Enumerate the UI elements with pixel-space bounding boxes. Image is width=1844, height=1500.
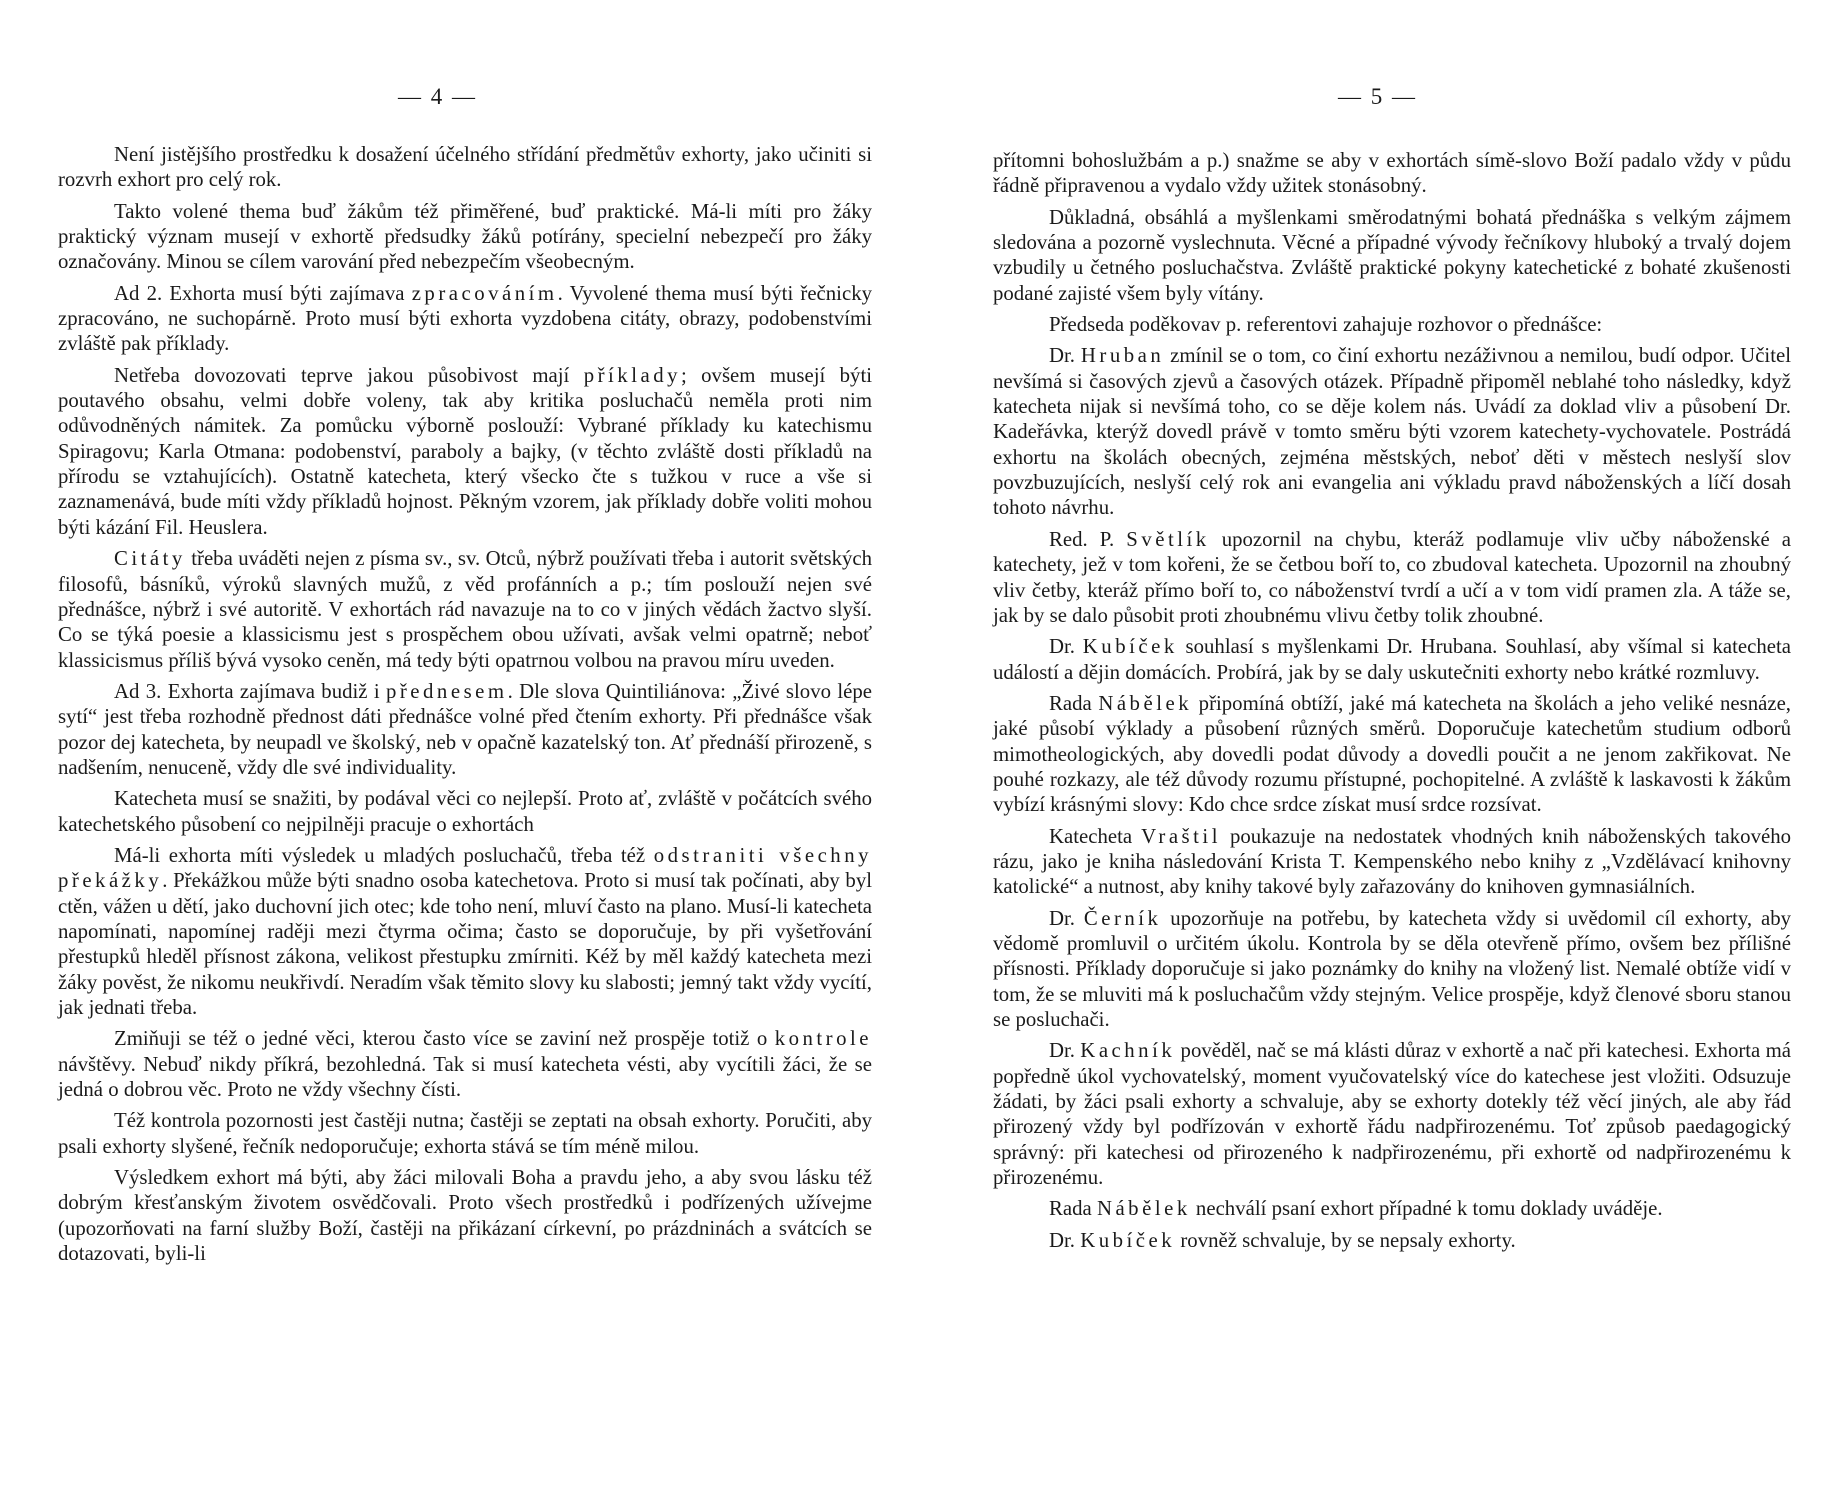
- text-run: Důkladná, obsáhlá a myšlenkami směrodatnými bohatá přednáška s velkým zájmem sledována a pozorně vyslechnuta. Věcné a případné vývody řečníkovy hluboký a trvalý dojem vzbudily u četného posluchačstva. Zvláště praktické pokyny katechetické z bohaté zkušenosti podané zajisté všem byly vítány.: [993, 205, 1791, 305]
- paragraph: [993, 205, 1791, 306]
- text-run: Též kontrola pozornosti jest častěji nutna; častěji se zeptati na obsah exhorty. Poručiti, aby psali exhorty slyšené, řečník nedoporučuje; exhorta stává se tím méně milou.: [58, 1109, 872, 1158]
- page-number: — 4 —: [398, 84, 477, 109]
- page-text: [58, 142, 872, 1272]
- text-run: Dr.: [1049, 1228, 1081, 1252]
- text-run: nechválí psaní exhort případné k tomu doklady uváděje.: [1190, 1197, 1663, 1221]
- paragraph: [993, 312, 1791, 337]
- paragraph: [58, 679, 872, 780]
- text-run: Takto volené thema buď žákům též přiměřené, buď praktické. Má-li míti pro žáky praktický význam musejí v exhortě předsudky žáků potírány, specielní nebezpečí pro žáky označovány. Minou se cílem varování před nebezpečím všeobecným.: [58, 199, 872, 274]
- text-run: Dr.: [1049, 344, 1081, 368]
- text-run: připomíná obtíží, jaké má katecheta na školách a jeho veliké nesnáze, jaké působí výklady a působení různých směrů. Doporučuje katechetům studium odborů mimotheologických, aby dovedli podat důvody a dovedli poučit a ne jenom zakřikovat. Ne pouhé rozkazy, ale též důvody rozumu přístupné, pochopitelné. A zvláště k laskavosti k žákům vybízí krásnými slovy: Kdo chce srdce získat musí srdce rozsívat.: [993, 691, 1791, 817]
- paragraph: [58, 281, 872, 357]
- text-run: Dr.: [1049, 1039, 1081, 1063]
- left-page: [58, 0, 872, 1500]
- paragraph: [993, 1038, 1791, 1190]
- paragraph: [993, 1228, 1791, 1253]
- text-run: upozornil na chybu, kteráž podlamuje vliv učby náboženské a katechety, jež v tom kořeni, že se četbou boří to, co zbudoval katecheta. Upozornil na zhoubný vliv četby, kteráž přímo boří to, co náboženství tvrdí a učí a v tom vidí pramen zla. A táže se, jak by se dalo působit proti zhoubnému vlivu četby tolik zhoubné.: [993, 527, 1792, 627]
- spaced-emphasis: Hruban: [1080, 344, 1165, 368]
- paragraph: [993, 634, 1791, 685]
- text-run: Není jistějšího prostředku k dosažení účelného střídání předmětův exhorty, jako učiniti si rozvrh exhort pro celý rok.: [58, 143, 872, 192]
- paragraph: [58, 786, 872, 837]
- text-run: Katecheta: [1049, 824, 1142, 848]
- text-run: upozorňuje na potřebu, by katecheta vždy si uvědomil cíl exhorty, aby vědomě promluvil o určitém úkolu. Kontrola by se děla otevřeně přímo, ovšem bez přílišné přísnosti. Příklady doporučuje si jako poznámky do knihy na vložený list. Nemalé obtíže vidí v tom, že se mluviti má k posluchačům vždy stejným. Velice prospěje, když členové sboru stanou se posluchači.: [993, 906, 1791, 1031]
- text-run: Netřeba dovozovati teprve jakou působivost mají: [114, 363, 584, 387]
- spaced-emphasis: Nábělek: [1096, 1197, 1191, 1221]
- text-run: Výsledkem exhort má býti, aby žáci milovali Boha a pravdu jeho, a aby svou lásku též dobrým křesťanským životem osvědčovali. Proto všech prostředků i podřízených užívejme (upozorňovati na farní služby Boží, častěji na přikázaní církevní, po prázdninách a svátcích se dotazovati, byli-li: [58, 1166, 872, 1266]
- spaced-emphasis: Nábělek: [1098, 691, 1193, 715]
- text-run: . Dle slova Quintiliánova: „Živé slovo lépe sytí“ jest třeba rozhodně přednost dáti přednášce volné před čtením exhorty. Při přednášce však pozor dej katecheta, by neupadl ve školský, neb v opačně kazatelský ton. Ať přednáší přirozeně, s nadšením, nenuceně, vždy dle své individuality.: [58, 679, 872, 779]
- spaced-emphasis: Citáty: [114, 547, 186, 571]
- paragraph: [58, 843, 872, 1020]
- text-run: Katecheta musí se snažiti, by podával věci co nejlepší. Proto ať, zvláště v počátcích svého katechetského působení co nejpilněji pracuje o exhortách: [58, 787, 872, 836]
- page-text: [993, 148, 1791, 1259]
- paragraph: [993, 343, 1791, 520]
- spaced-emphasis: Kubíček: [1082, 635, 1178, 659]
- paragraph: [993, 1196, 1791, 1221]
- spaced-emphasis: přednesem: [385, 679, 508, 703]
- text-run: . Vyvolené thema musí býti řečnicky zpracováno, ne suchopárně. Proto musí býti exhorta vyzdobena citáty, obrazy, podobenstvími zvláště pak příklady.: [58, 281, 872, 356]
- text-run: Dr.: [1049, 906, 1084, 930]
- paragraph: [58, 363, 872, 540]
- spaced-emphasis: zpracováním: [411, 281, 558, 305]
- text-run: návštěvy. Nebuď nikdy příkrá, bezohledná. Tak si musí katecheta vésti, aby vycítili žáci, že se jedná o dobrou věc. Proto ne vždy všechny čísti.: [58, 1052, 872, 1102]
- spaced-emphasis: Kubíček: [1080, 1228, 1176, 1252]
- text-run: souhlasí s myšlenkami Dr. Hrubana. Souhlasí, aby všímal si katecheta událostí a dějin domácích. Probírá, jak by se daly uskutečniti exhorty nebo krátké rozmluvy.: [993, 635, 1791, 684]
- paragraph: [993, 148, 1791, 199]
- spaced-emphasis: Kachník: [1080, 1039, 1176, 1063]
- text-run: Ad 2. Exhorta musí býti zajímava: [114, 281, 412, 305]
- text-run: ; ovšem musejí býti poutavého obsahu, velmi dobře voleny, tak aby kritika posluchačů neměla proti nim odůvodněných námitek. Za pomůcku výborně poslouží: Vybrané příklady ku katechismu Spiragovu; Karla Otmana: podobenství, paraboly a bajky, (v těchto zvláště dosti příkladů na přírodu se vztahujících). Ostatně katecheta, který všecko čte s tužkou v ruce a vše si zaznamenává, bude míti vždy příkladů hojnost. Pěkným vzorem, jak příklady dobře voliti mohou býti kázání Fil. Heuslera.: [58, 363, 873, 539]
- paragraph: [993, 691, 1791, 818]
- text-run: Rada: [1049, 1197, 1097, 1221]
- paragraph: [58, 1165, 872, 1266]
- text-run: Dr.: [1049, 635, 1083, 659]
- spaced-emphasis: Černík: [1083, 906, 1162, 930]
- spaced-emphasis: odstraniti všechny překážky: [58, 843, 872, 893]
- text-run: zmínil se o tom, co činí exhortu nezáživnou a nemilou, budí odpor. Učitel nevšímá si časových zjevů a časových otázek. Případně připoměl neblahé toho následky, když katecheta nijak si nevšímá toho, co se děje kolem nás. Uvádí za doklad vliv a působení Dr. Kadeřávka, kterýž dovedl právě v tomto směru býti vzorem katechety-vychovatele. Postrádá exhortu na školách obecných, zejména městských, neboť děti v městech neslyší slov povzbuzujících, neslyší celý rok ani evangelia ani výkladu pravd náboženských a líčí dosah tohoto návrhu.: [993, 344, 1791, 520]
- paragraph: [993, 527, 1791, 628]
- right-page: [993, 0, 1791, 1500]
- paragraph: [58, 142, 872, 193]
- paragraph: [58, 199, 872, 275]
- paragraph: [58, 546, 872, 673]
- text-run: Ad 3. Exhorta zajímava budiž i: [114, 679, 386, 703]
- paragraph: [58, 1026, 872, 1102]
- text-run: Rada: [1049, 691, 1099, 715]
- text-run: přítomni bohoslužbám a p.) snažme se aby v exhortách símě-slovo Boží padalo vždy v půdu řádně připravenou a vydalo vždy užitek stonásobný.: [993, 149, 1791, 198]
- page-number: — 5 —: [1338, 84, 1417, 109]
- text-run: Má-li exhorta míti výsledek u mladých posluchačů, třeba též: [114, 843, 654, 867]
- text-run: pověděl, nač se má klásti důraz v exhortě a nač při katechesi. Exhorta má popředně úkol vychovatelský, moment vyučovatelský více do katechese jest vložiti. Odsuzuje žádati, by žáci psali exhorty a schvaluje, aby se exhorty dotekly též věcí jiných, ale aby řád přirozený vždy byl podřízován v exhortě řádu nadpřirozenému. Toť způsob paedagogický správný: při katechesi od přirozeného k nadpřirozenému, při exhortě od nadpřirozenému k přirozenému.: [993, 1039, 1791, 1190]
- spaced-emphasis: Světlík: [1126, 527, 1210, 551]
- text-run: rovněž schvaluje, by se nepsaly exhorty.: [1175, 1228, 1516, 1252]
- paragraph: [58, 1108, 872, 1159]
- spaced-emphasis: Vraštil: [1141, 824, 1221, 848]
- text-run: Red. P.: [1049, 527, 1127, 551]
- spaced-emphasis: příklady: [583, 363, 682, 387]
- spaced-emphasis: kontrole: [774, 1027, 872, 1051]
- text-run: poukazuje na nedostatek vhodných knih náboženských takového rázu, jako je kniha následování Krista T. Kempenského nebo knihy z „Vzdělávací knihovny katolické“ a nutnost, aby knihy takové byly zařazovány do knihoven gymnasiálních.: [993, 824, 1791, 899]
- text-run: třeba uváděti nejen z písma sv., sv. Otců, nýbrž používati třeba i autorit světských filosofů, básníků, výroků slavných mužů, z věd profánních a p.; tím poslouží nejen své přednášce, nýbrž i své autoritě. V exhortách rád navazuje na to co v jiných vědách žactvo slyší. Co se týká poesie a klassicismu jest s prospěchem obou užívati, avšak velmi opatrně; neboť klassicismus příliš bývá vysoko ceněn, má tedy býti opatrnou volbou na pravou míru uveden.: [58, 547, 872, 672]
- paragraph: [993, 824, 1791, 900]
- text-run: . Překážkou může býti snadno osoba katechetova. Proto si musí tak počínati, aby byl ctěn, vážen u dětí, jako duchovní jich otec; kde toho není, mluví často na plano. Musí-li katecheta napomínati, napomínej raději mezi čtyrma očima; často se doporučuje, by při vyšetřování přestupků hleděl přísnost zákona, velikost přestupku zmírniti. Kéž by měl každý katecheta mezi žáky pověst, že nikomu neukřivdí. Neradím však těmito slovy ku slabosti; jemný takt vždy vycítí, jak jednati třeba.: [58, 869, 872, 1019]
- text-run: Předseda poděkovav p. referentovi zahajuje rozhovor o přednášce:: [1049, 313, 1603, 337]
- paragraph: [993, 906, 1791, 1033]
- text-run: Zmiňuji se též o jedné věci, kterou často více se zaviní než prospěje totiž o: [114, 1027, 775, 1051]
